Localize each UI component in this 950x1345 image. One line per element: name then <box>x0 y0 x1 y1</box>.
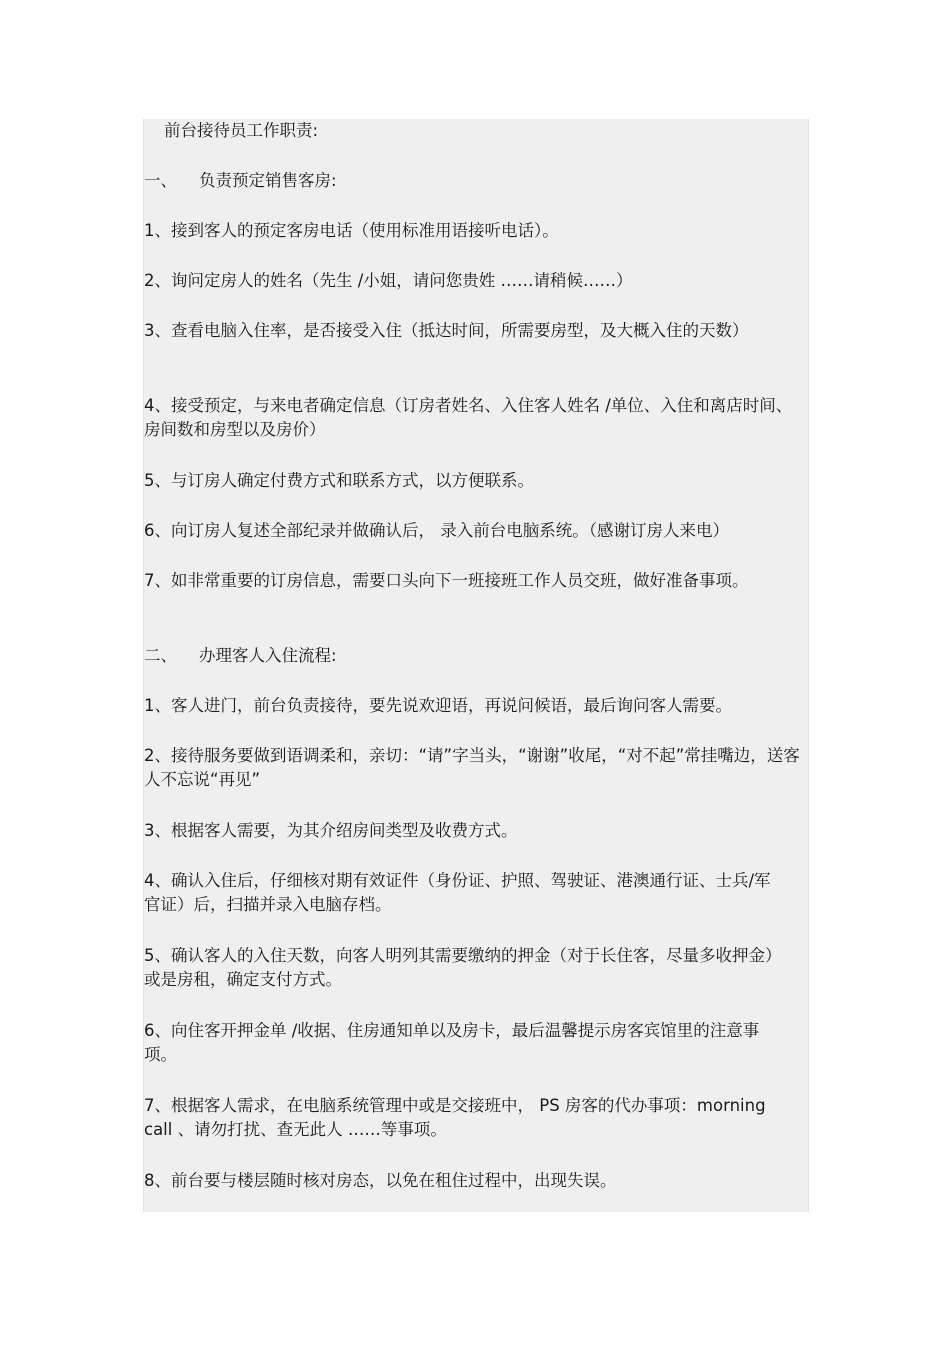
section-1-number: 一、 <box>144 171 177 190</box>
section-1-item: 4、接受预定，与来电者确定信息（订房者姓名、入住客人姓名 /单位、入住和离店时间、房间数和房型以及房价） <box>144 396 793 439</box>
section-2-item: 3、根据客人需要，为其介绍房间类型及收费方式。 <box>144 821 518 840</box>
section-1-item: 2、询问定房人的姓名（先生 /小姐，请问您贵姓 ……请稍候……） <box>144 271 633 290</box>
section-2-item: 6、向住客开押金单 /收据、住房通知单以及房卡，最后温馨提示房客宾馆里的注意事项。 <box>144 1021 760 1064</box>
section-2-item: 8、前台要与楼层随时核对房态，以免在租住过程中，出现失误。 <box>144 1171 617 1190</box>
section-1-heading <box>144 169 808 193</box>
section-2-item: 4、确认入住后，仔细核对期有效证件（身份证、护照、驾驶证、港澳通行证、士兵/军官证）后，扫描并录入电脑存档。 <box>144 871 771 914</box>
section-2-item: 1、客人进门，前台负责接待，要先说欢迎语，再说问候语，最后询问客人需要。 <box>144 696 732 715</box>
section-2-item: 2、接待服务要做到语调柔和，亲切：“请”字当头，“谢谢”收尾，“对不起”常挂嘴边，送客人不忘说“再见” <box>144 746 800 789</box>
section-1-item: 1、接到客人的预定客房电话（使用标准用语接听电话）。 <box>144 221 559 240</box>
section-2-item: 5、确认客人的入住天数，向客人明列其需要缴纳的押金（对于长住客，尽量多收押金）或是房租，确定支付方式。 <box>144 946 774 989</box>
section-2-item: 7、根据客人需求，在电脑系统管理中或是交接班中， PS 房客的代办事项：morning call 、请勿打扰、查无此人 ……等事项。 <box>144 1096 766 1139</box>
section-2-heading <box>144 644 808 668</box>
section-1-item: 3、查看电脑入住率，是否接受入住（抵达时间，所需要房型，及大概入住的天数） <box>144 321 749 340</box>
section-2-number: 二、 <box>144 646 177 665</box>
section-2-title: 办理客人入住流程: <box>199 646 337 665</box>
section-1-item: 7、如非常重要的订房信息，需要口头向下一班接班工作人员交班，做好准备事项。 <box>144 571 749 590</box>
document-title: 前台接待员工作职责: <box>164 121 319 140</box>
section-1-item: 5、与订房人确定付费方式和联系方式，以方便联系。 <box>144 471 534 490</box>
document-page <box>143 119 809 1212</box>
section-1-item: 6、向订房人复述全部纪录并做确认后， 录入前台电脑系统。（感谢订房人来电） <box>144 521 729 540</box>
section-1-title: 负责预定销售客房: <box>199 171 337 190</box>
